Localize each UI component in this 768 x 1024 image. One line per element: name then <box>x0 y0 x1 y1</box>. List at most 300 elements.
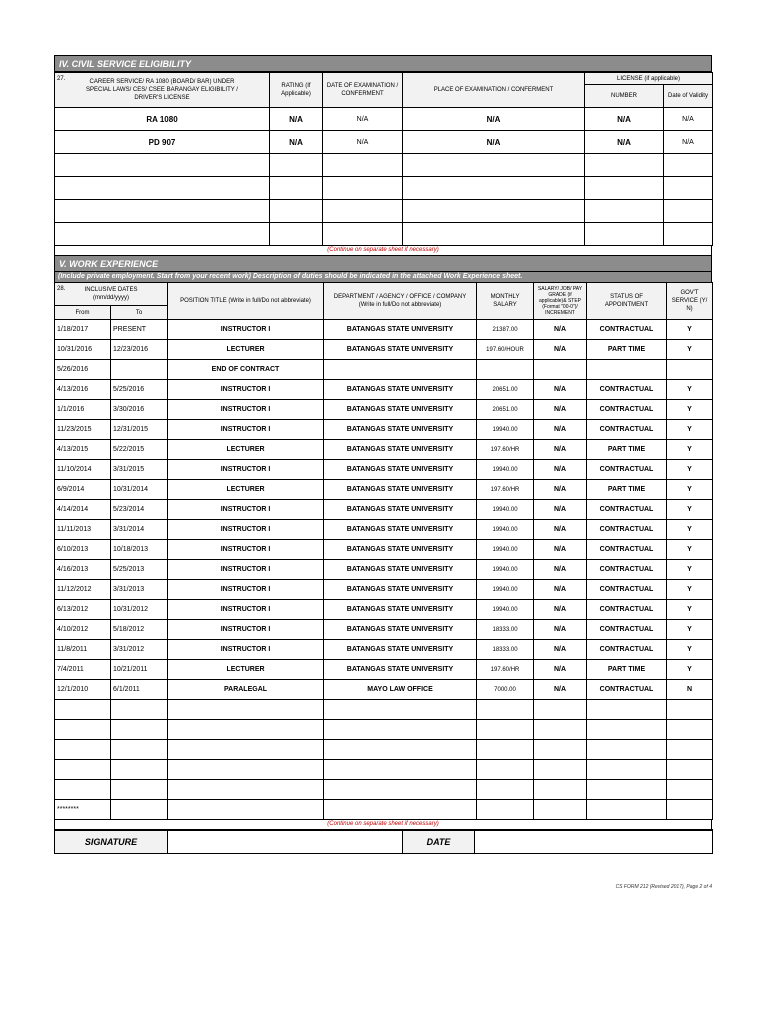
work-experience-row <box>55 320 713 340</box>
work-experience-row <box>55 740 713 760</box>
civil-service-table <box>54 72 713 246</box>
signature-label: SIGNATURE <box>55 830 168 854</box>
eligibility-date-cell <box>323 154 403 177</box>
eligibility-row <box>55 223 713 246</box>
work-status-cell: CONTRACTUAL <box>587 640 667 660</box>
work-experience-row <box>55 340 713 360</box>
work-grade-cell: N/A <box>534 500 587 520</box>
work-from-cell: 11/10/2014 <box>55 460 111 480</box>
work-experience-section <box>54 255 712 829</box>
work-experience-row <box>55 480 713 500</box>
work-grade-cell: N/A <box>534 520 587 540</box>
work-salary-cell: 19940.00 <box>477 580 534 600</box>
work-experience-row <box>55 360 713 380</box>
work-govt-cell: Y <box>667 500 713 520</box>
work-position-cell <box>168 800 324 820</box>
work-govt-cell: Y <box>667 320 713 340</box>
work-govt-cell: Y <box>667 380 713 400</box>
work-status-cell: CONTRACTUAL <box>587 520 667 540</box>
eligibility-rating-cell <box>270 154 323 177</box>
work-dept-cell: BATANGAS STATE UNIVERSITY <box>324 340 477 360</box>
work-from-cell: 6/10/2013 <box>55 540 111 560</box>
work-grade-cell <box>534 780 587 800</box>
work-to-cell: 10/18/2013 <box>111 540 168 560</box>
eligibility-eligibility-cell <box>55 154 270 177</box>
work-govt-cell: Y <box>667 480 713 500</box>
work-from-cell: 4/16/2013 <box>55 560 111 580</box>
work-experience-row <box>55 800 713 820</box>
eligibility-rating-cell <box>270 177 323 200</box>
work-govt-cell: Y <box>667 560 713 580</box>
work-from-cell <box>55 760 111 780</box>
eligibility-validity-cell <box>664 177 713 200</box>
inclusive-dates-col-header: 28. INCLUSIVE DATES (mm/dd/yyyy) <box>55 283 168 306</box>
work-to-cell: 10/31/2012 <box>111 600 168 620</box>
work-salary-cell: 7000.00 <box>477 680 534 700</box>
work-position-cell: INSTRUCTOR I <box>168 580 324 600</box>
eligibility-rating-cell <box>270 223 323 246</box>
work-experience-row <box>55 400 713 420</box>
work-status-cell: CONTRACTUAL <box>587 500 667 520</box>
eligibility-place-cell <box>403 200 585 223</box>
work-govt-cell <box>667 700 713 720</box>
work-dept-cell: BATANGAS STATE UNIVERSITY <box>324 520 477 540</box>
work-from-cell: 4/14/2014 <box>55 500 111 520</box>
item-number-27: 27. <box>57 76 66 82</box>
work-status-cell <box>587 700 667 720</box>
form-footer: CS FORM 212 (Revised 2017), Page 2 of 4 <box>615 884 712 890</box>
work-status-cell: CONTRACTUAL <box>587 540 667 560</box>
work-from-cell <box>55 700 111 720</box>
eligibility-eligibility-cell <box>55 177 270 200</box>
from-col-header: From <box>55 306 111 320</box>
work-status-cell <box>587 360 667 380</box>
work-to-cell: 5/23/2014 <box>111 500 168 520</box>
work-grade-cell: N/A <box>534 620 587 640</box>
work-from-cell: 4/13/2016 <box>55 380 111 400</box>
eligibility-place-cell <box>403 177 585 200</box>
work-grade-cell: N/A <box>534 480 587 500</box>
work-salary-cell: 21387.00 <box>477 320 534 340</box>
work-dept-cell: BATANGAS STATE UNIVERSITY <box>324 540 477 560</box>
date-exam-col-header: DATE OF EXAMINATION / CONFERMENT <box>323 73 403 108</box>
work-dept-cell <box>324 760 477 780</box>
work-position-cell: INSTRUCTOR I <box>168 520 324 540</box>
work-experience-continue-note: (Continue on separate sheet if necessary) <box>54 820 712 829</box>
work-from-cell: 5/26/2016 <box>55 360 111 380</box>
work-dept-cell <box>324 780 477 800</box>
eligibility-date-cell <box>323 223 403 246</box>
work-position-cell: INSTRUCTOR I <box>168 620 324 640</box>
eligibility-date-cell: N/A <box>323 131 403 154</box>
place-exam-col-header: PLACE OF EXAMINATION / CONFERMENT <box>403 73 585 108</box>
date-field[interactable] <box>475 830 713 854</box>
work-salary-cell: 19940.00 <box>477 520 534 540</box>
work-govt-cell <box>667 720 713 740</box>
work-experience-row <box>55 640 713 660</box>
work-experience-instruction: (Include private employment. Start from your recent work) Description of duties should be indicated in the attached Work Experience sheet. <box>54 272 712 282</box>
work-grade-cell: N/A <box>534 540 587 560</box>
work-govt-cell: Y <box>667 540 713 560</box>
work-experience-row <box>55 660 713 680</box>
work-dept-cell: BATANGAS STATE UNIVERSITY <box>324 620 477 640</box>
work-govt-cell: Y <box>667 400 713 420</box>
work-experience-row <box>55 600 713 620</box>
eligibility-date-cell <box>323 177 403 200</box>
work-status-cell: CONTRACTUAL <box>587 560 667 580</box>
eligibility-date-cell: N/A <box>323 108 403 131</box>
work-grade-cell <box>534 740 587 760</box>
work-experience-row <box>55 540 713 560</box>
work-govt-cell: Y <box>667 340 713 360</box>
work-position-cell: LECTURER <box>168 440 324 460</box>
work-to-cell: 3/31/2013 <box>111 580 168 600</box>
eligibility-rating-cell <box>270 200 323 223</box>
work-from-cell: 4/13/2015 <box>55 440 111 460</box>
work-govt-cell: Y <box>667 420 713 440</box>
work-position-cell <box>168 780 324 800</box>
work-experience-row <box>55 780 713 800</box>
work-from-cell <box>55 780 111 800</box>
work-position-cell: INSTRUCTOR I <box>168 640 324 660</box>
work-to-cell: 3/31/2014 <box>111 520 168 540</box>
work-from-cell: 6/13/2012 <box>55 600 111 620</box>
signature-row <box>54 829 713 854</box>
work-grade-cell: N/A <box>534 460 587 480</box>
work-from-cell: 11/12/2012 <box>55 580 111 600</box>
license-col-header: LICENSE (if applicable) <box>585 73 713 85</box>
work-status-cell <box>587 740 667 760</box>
work-status-cell: PART TIME <box>587 340 667 360</box>
work-govt-cell: Y <box>667 440 713 460</box>
work-status-cell <box>587 780 667 800</box>
work-to-cell: 6/1/2011 <box>111 680 168 700</box>
work-govt-cell: Y <box>667 460 713 480</box>
work-salary-cell: 197.60/HR <box>477 660 534 680</box>
work-position-cell: INSTRUCTOR I <box>168 540 324 560</box>
work-experience-row <box>55 720 713 740</box>
eligibility-validity-cell: N/A <box>664 108 713 131</box>
eligibility-eligibility-cell <box>55 200 270 223</box>
eligibility-eligibility-cell: PD 907 <box>55 131 270 154</box>
work-salary-cell <box>477 740 534 760</box>
work-dept-cell: MAYO LAW OFFICE <box>324 680 477 700</box>
eligibility-row <box>55 200 713 223</box>
work-status-cell <box>587 760 667 780</box>
work-salary-cell: 19940.00 <box>477 560 534 580</box>
work-grade-cell: N/A <box>534 420 587 440</box>
salary-grade-col-header: SALARY/ JOB/ PAY GRADE (if applicable)& STEP (Format "00-0")/ INCREMENT <box>534 283 587 320</box>
work-experience-table <box>54 282 713 820</box>
work-experience-row <box>55 620 713 640</box>
work-from-cell: 1/1/2016 <box>55 400 111 420</box>
work-experience-row <box>55 500 713 520</box>
work-status-cell <box>587 720 667 740</box>
work-to-cell <box>111 700 168 720</box>
work-salary-cell: 19940.00 <box>477 420 534 440</box>
pds-form-page <box>54 55 712 854</box>
work-dept-cell: BATANGAS STATE UNIVERSITY <box>324 560 477 580</box>
work-govt-cell <box>667 760 713 780</box>
eligibility-row <box>55 154 713 177</box>
work-grade-cell <box>534 800 587 820</box>
work-from-cell: 10/31/2016 <box>55 340 111 360</box>
civil-service-section <box>54 55 712 255</box>
work-experience-row <box>55 680 713 700</box>
work-to-cell: 3/31/2015 <box>111 460 168 480</box>
eligibility-eligibility-cell <box>55 223 270 246</box>
work-from-cell: 11/11/2013 <box>55 520 111 540</box>
work-from-cell: 6/9/2014 <box>55 480 111 500</box>
work-from-cell <box>55 740 111 760</box>
work-dept-cell: BATANGAS STATE UNIVERSITY <box>324 640 477 660</box>
work-salary-cell <box>477 780 534 800</box>
work-to-cell: 5/18/2012 <box>111 620 168 640</box>
eligibility-validity-cell: N/A <box>664 131 713 154</box>
work-govt-cell <box>667 780 713 800</box>
work-to-cell <box>111 360 168 380</box>
work-position-cell: INSTRUCTOR I <box>168 380 324 400</box>
work-govt-cell <box>667 800 713 820</box>
eligibility-row <box>55 177 713 200</box>
work-dept-cell: BATANGAS STATE UNIVERSITY <box>324 440 477 460</box>
work-salary-cell: 19940.00 <box>477 500 534 520</box>
eligibility-rating-cell: N/A <box>270 108 323 131</box>
work-to-cell: 3/31/2012 <box>111 640 168 660</box>
work-dept-cell <box>324 700 477 720</box>
eligibility-col-header: 27. CAREER SERVICE/ RA 1080 (BOARD/ BAR) UNDER SPECIAL LAWS/ CES/ CSEE BARANGAY ELIGIBILITY / DRIVER'S LICENSE <box>55 73 270 108</box>
work-salary-cell <box>477 760 534 780</box>
work-from-cell: 1/18/2017 <box>55 320 111 340</box>
work-from-cell <box>55 720 111 740</box>
work-to-cell: 5/25/2013 <box>111 560 168 580</box>
work-experience-row <box>55 460 713 480</box>
work-grade-cell: N/A <box>534 400 587 420</box>
work-to-cell: 12/23/2016 <box>111 340 168 360</box>
eligibility-row <box>55 108 713 131</box>
work-position-cell: END OF CONTRACT <box>168 360 324 380</box>
work-grade-cell: N/A <box>534 680 587 700</box>
work-salary-cell: 18333.00 <box>477 620 534 640</box>
eligibility-number-cell: N/A <box>585 131 664 154</box>
work-position-cell: INSTRUCTOR I <box>168 560 324 580</box>
eligibility-number-cell <box>585 177 664 200</box>
work-to-cell <box>111 800 168 820</box>
work-status-cell: CONTRACTUAL <box>587 460 667 480</box>
work-experience-header: V. WORK EXPERIENCE <box>54 255 712 272</box>
work-govt-cell: Y <box>667 660 713 680</box>
status-appointment-col-header: STATUS OF APPOINTMENT <box>587 283 667 320</box>
work-salary-cell: 20651.00 <box>477 380 534 400</box>
work-grade-cell <box>534 760 587 780</box>
work-dept-cell <box>324 740 477 760</box>
work-position-cell: INSTRUCTOR I <box>168 500 324 520</box>
work-salary-cell <box>477 720 534 740</box>
item-number-28: 28. <box>57 286 66 292</box>
work-salary-cell: 19940.00 <box>477 600 534 620</box>
work-experience-row <box>55 580 713 600</box>
work-dept-cell <box>324 720 477 740</box>
work-status-cell: CONTRACTUAL <box>587 400 667 420</box>
work-grade-cell: N/A <box>534 660 587 680</box>
work-experience-row <box>55 520 713 540</box>
work-grade-cell: N/A <box>534 640 587 660</box>
work-status-cell: CONTRACTUAL <box>587 680 667 700</box>
work-salary-cell: 19940.00 <box>477 540 534 560</box>
work-govt-cell: N <box>667 680 713 700</box>
work-grade-cell <box>534 360 587 380</box>
work-status-cell <box>587 800 667 820</box>
signature-field[interactable] <box>168 830 403 854</box>
work-status-cell: PART TIME <box>587 440 667 460</box>
work-status-cell: PART TIME <box>587 480 667 500</box>
work-to-cell: 3/30/2016 <box>111 400 168 420</box>
eligibility-number-cell <box>585 223 664 246</box>
to-col-header: To <box>111 306 168 320</box>
eligibility-eligibility-cell: RA 1080 <box>55 108 270 131</box>
work-salary-cell <box>477 800 534 820</box>
work-dept-cell: BATANGAS STATE UNIVERSITY <box>324 400 477 420</box>
work-position-cell <box>168 720 324 740</box>
work-from-cell: ******** <box>55 800 111 820</box>
work-position-cell: INSTRUCTOR I <box>168 320 324 340</box>
work-status-cell: CONTRACTUAL <box>587 380 667 400</box>
work-position-cell: INSTRUCTOR I <box>168 600 324 620</box>
eligibility-rating-cell: N/A <box>270 131 323 154</box>
eligibility-place-cell <box>403 154 585 177</box>
eligibility-number-cell: N/A <box>585 108 664 131</box>
work-position-cell: INSTRUCTOR I <box>168 400 324 420</box>
eligibility-validity-cell <box>664 200 713 223</box>
work-grade-cell <box>534 720 587 740</box>
work-govt-cell: Y <box>667 520 713 540</box>
work-govt-cell <box>667 740 713 760</box>
work-dept-cell: BATANGAS STATE UNIVERSITY <box>324 320 477 340</box>
work-grade-cell: N/A <box>534 580 587 600</box>
rating-col-header: RATING (If Applicable) <box>270 73 323 108</box>
work-status-cell: CONTRACTUAL <box>587 580 667 600</box>
work-govt-cell: Y <box>667 620 713 640</box>
eligibility-place-cell: N/A <box>403 108 585 131</box>
work-salary-cell: 197.60/HR <box>477 440 534 460</box>
work-govt-cell: Y <box>667 580 713 600</box>
work-position-cell: LECTURER <box>168 660 324 680</box>
work-dept-cell <box>324 800 477 820</box>
work-experience-header-row <box>55 283 713 306</box>
monthly-salary-col-header: MONTHLY SALARY <box>477 283 534 320</box>
date-label: DATE <box>403 830 475 854</box>
position-title-col-header: POSITION TITLE (Write in full/Do not abbreviate) <box>168 283 324 320</box>
work-salary-cell: 197.60/HR <box>477 480 534 500</box>
work-experience-row <box>55 700 713 720</box>
eligibility-validity-cell <box>664 223 713 246</box>
work-experience-row <box>55 760 713 780</box>
work-experience-row <box>55 380 713 400</box>
work-salary-cell <box>477 700 534 720</box>
work-to-cell: 5/25/2016 <box>111 380 168 400</box>
work-position-cell: INSTRUCTOR I <box>168 460 324 480</box>
work-status-cell: CONTRACTUAL <box>587 420 667 440</box>
civil-service-header-row <box>55 73 713 85</box>
work-experience-row <box>55 440 713 460</box>
work-position-cell: PARALEGAL <box>168 680 324 700</box>
work-experience-row <box>55 560 713 580</box>
work-grade-cell: N/A <box>534 320 587 340</box>
work-to-cell: 10/21/2011 <box>111 660 168 680</box>
work-position-cell <box>168 740 324 760</box>
work-salary-cell: 20651.00 <box>477 400 534 420</box>
work-status-cell: CONTRACTUAL <box>587 620 667 640</box>
work-dept-cell: BATANGAS STATE UNIVERSITY <box>324 460 477 480</box>
work-govt-cell <box>667 360 713 380</box>
eligibility-row <box>55 131 713 154</box>
work-from-cell: 11/8/2011 <box>55 640 111 660</box>
work-dept-cell: BATANGAS STATE UNIVERSITY <box>324 420 477 440</box>
work-to-cell <box>111 780 168 800</box>
work-grade-cell: N/A <box>534 440 587 460</box>
work-position-cell <box>168 760 324 780</box>
work-position-cell <box>168 700 324 720</box>
eligibility-date-cell <box>323 200 403 223</box>
govt-service-col-header: GOV'T SERVICE (Y/ N) <box>667 283 713 320</box>
work-to-cell: 10/31/2014 <box>111 480 168 500</box>
eligibility-number-cell <box>585 200 664 223</box>
work-position-cell: LECTURER <box>168 480 324 500</box>
work-grade-cell: N/A <box>534 340 587 360</box>
work-govt-cell: Y <box>667 640 713 660</box>
work-salary-cell: 19940.00 <box>477 460 534 480</box>
eligibility-place-cell <box>403 223 585 246</box>
work-dept-cell: BATANGAS STATE UNIVERSITY <box>324 600 477 620</box>
work-dept-cell: BATANGAS STATE UNIVERSITY <box>324 480 477 500</box>
work-to-cell <box>111 760 168 780</box>
license-number-col-header: NUMBER <box>585 85 664 108</box>
civil-service-continue-note: (Continue on separate sheet if necessary) <box>54 246 712 255</box>
eligibility-validity-cell <box>664 154 713 177</box>
work-salary-cell <box>477 360 534 380</box>
work-salary-cell: 18333.00 <box>477 640 534 660</box>
work-dept-cell: BATANGAS STATE UNIVERSITY <box>324 500 477 520</box>
work-dept-cell <box>324 360 477 380</box>
work-to-cell: 12/31/2015 <box>111 420 168 440</box>
work-dept-cell: BATANGAS STATE UNIVERSITY <box>324 380 477 400</box>
work-from-cell: 11/23/2015 <box>55 420 111 440</box>
work-grade-cell <box>534 700 587 720</box>
work-from-cell: 7/4/2011 <box>55 660 111 680</box>
work-to-cell <box>111 740 168 760</box>
work-from-cell: 4/10/2012 <box>55 620 111 640</box>
work-from-cell: 12/1/2010 <box>55 680 111 700</box>
eligibility-place-cell: N/A <box>403 131 585 154</box>
work-position-cell: LECTURER <box>168 340 324 360</box>
department-col-header: DEPARTMENT / AGENCY / OFFICE / COMPANY (Write in full/Do not abbreviate) <box>324 283 477 320</box>
work-grade-cell: N/A <box>534 600 587 620</box>
work-status-cell: PART TIME <box>587 660 667 680</box>
work-to-cell: 5/22/2015 <box>111 440 168 460</box>
work-status-cell: CONTRACTUAL <box>587 320 667 340</box>
work-govt-cell: Y <box>667 600 713 620</box>
eligibility-number-cell <box>585 154 664 177</box>
work-salary-cell: 197.60/HOUR <box>477 340 534 360</box>
work-dept-cell: BATANGAS STATE UNIVERSITY <box>324 660 477 680</box>
work-dept-cell: BATANGAS STATE UNIVERSITY <box>324 580 477 600</box>
work-to-cell <box>111 720 168 740</box>
work-grade-cell: N/A <box>534 560 587 580</box>
work-status-cell: CONTRACTUAL <box>587 600 667 620</box>
work-to-cell: PRESENT <box>111 320 168 340</box>
work-grade-cell: N/A <box>534 380 587 400</box>
work-experience-row <box>55 420 713 440</box>
